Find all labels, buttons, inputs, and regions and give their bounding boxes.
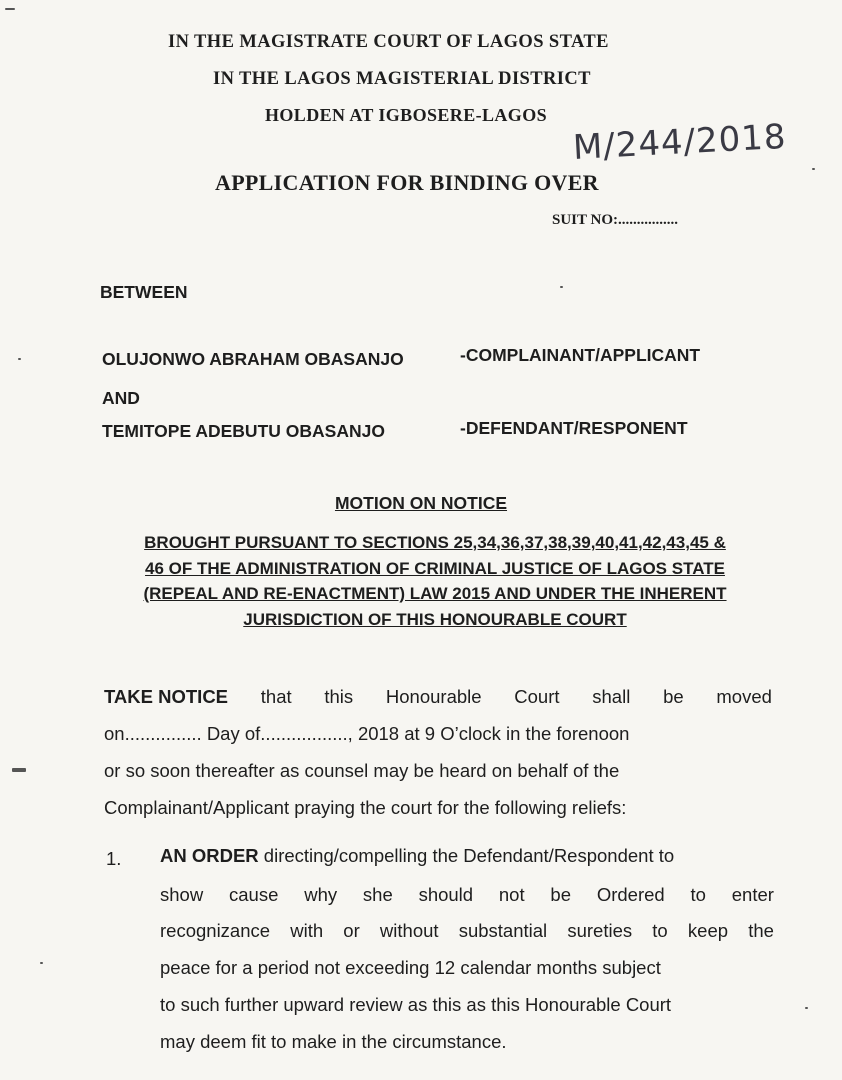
relief-word: to (652, 920, 668, 941)
suit-number-field: SUIT NO:................ (552, 212, 678, 228)
relief-number: 1. (106, 848, 122, 869)
relief-word: Ordered (596, 884, 665, 905)
relief-text: directing/compelling the Defendant/Respondent to (258, 845, 675, 866)
relief-word: with (290, 920, 324, 941)
relief-line-1 (160, 845, 674, 867)
relief-line-6: may deem fit to make in the circumstance. (160, 1031, 507, 1052)
notice-word: be (663, 686, 684, 707)
relief-line-2 (160, 884, 774, 906)
notice-word: moved (716, 686, 772, 707)
notice-word: this (324, 686, 354, 707)
relief-word: to (690, 884, 706, 905)
relief-word: without (379, 920, 439, 941)
scan-speck (40, 962, 43, 964)
scan-speck (18, 358, 21, 360)
relief-word: she (362, 884, 393, 905)
relief-word: keep (687, 920, 729, 941)
relief-word: cause (229, 884, 279, 905)
scan-speck (805, 1007, 808, 1009)
scan-speck (560, 286, 563, 288)
pursuant-line: JURISDICTION OF THIS HONOURABLE COURT (243, 609, 627, 629)
and-label: AND (102, 388, 140, 408)
document-title: APPLICATION FOR BINDING OVER (215, 170, 599, 195)
relief-word: enter (731, 884, 774, 905)
pursuant-clause (100, 530, 770, 632)
relief-line-4: peace for a period not exceeding 12 calendar months subject (160, 957, 661, 978)
relief-word: sureties (567, 920, 633, 941)
relief-word: should (418, 884, 474, 905)
relief-lead: AN ORDER (160, 845, 259, 866)
motion-heading: MOTION ON NOTICE (334, 493, 508, 513)
defendant-role: -DEFENDANT/RESPONENT (460, 418, 688, 438)
complainant-role: -COMPLAINANT/APPLICANT (460, 345, 701, 365)
scan-speck (812, 168, 815, 170)
scan-speck (12, 768, 26, 772)
notice-word: that (260, 686, 292, 707)
relief-line-3 (160, 920, 774, 942)
notice-word: shall (592, 686, 631, 707)
pursuant-line: (REPEAL AND RE-ENACTMENT) LAW 2015 AND UNDER THE INHERENT (143, 584, 727, 603)
notice-line-1 (104, 686, 772, 708)
notice-line-4: Complainant/Applicant praying the court for the following reliefs: (104, 797, 627, 818)
pursuant-line: BROUGHT PURSUANT TO SECTIONS 25,34,36,37,38,39,40,41,42,43,45 & (144, 533, 726, 552)
relief-word: or (343, 920, 360, 941)
pursuant-line: 46 OF THE ADMINISTRATION OF CRIMINAL JUSTICE OF LAGOS STATE (145, 558, 725, 578)
between-label: BETWEEN (100, 282, 188, 302)
defendant-name: TEMITOPE ADEBUTU OBASANJO (102, 421, 385, 441)
notice-line-3: or so soon thereafter as counsel may be heard on behalf of the (104, 760, 620, 781)
relief-word: show (160, 884, 204, 905)
relief-line-5: to such further upward review as this as this Honourable Court (160, 994, 672, 1015)
district-line: IN THE LAGOS MAGISTERIAL DISTRICT (213, 69, 591, 89)
relief-word: substantial (458, 920, 548, 941)
relief-word: why (304, 884, 338, 905)
court-name-line: IN THE MAGISTRATE COURT OF LAGOS STATE (168, 32, 609, 52)
complainant-name: OLUJONWO ABRAHAM OBASANJO (102, 349, 404, 369)
notice-word: Honourable (385, 686, 482, 707)
notice-word: Court (514, 686, 560, 707)
handwritten-suit-number: M/244/2018 (572, 116, 788, 168)
relief-word: the (748, 920, 774, 941)
notice-line-2: on............... Day of................., 2018 at 9 O’clock in the forenoon (104, 723, 630, 744)
relief-word: be (550, 884, 571, 905)
scan-speck (5, 8, 15, 10)
take-notice-lead: TAKE NOTICE (104, 686, 229, 707)
relief-word: recognizance (160, 920, 271, 941)
relief-word: not (498, 884, 525, 905)
holden-at-line: HOLDEN AT IGBOSERE-LAGOS (265, 105, 548, 125)
